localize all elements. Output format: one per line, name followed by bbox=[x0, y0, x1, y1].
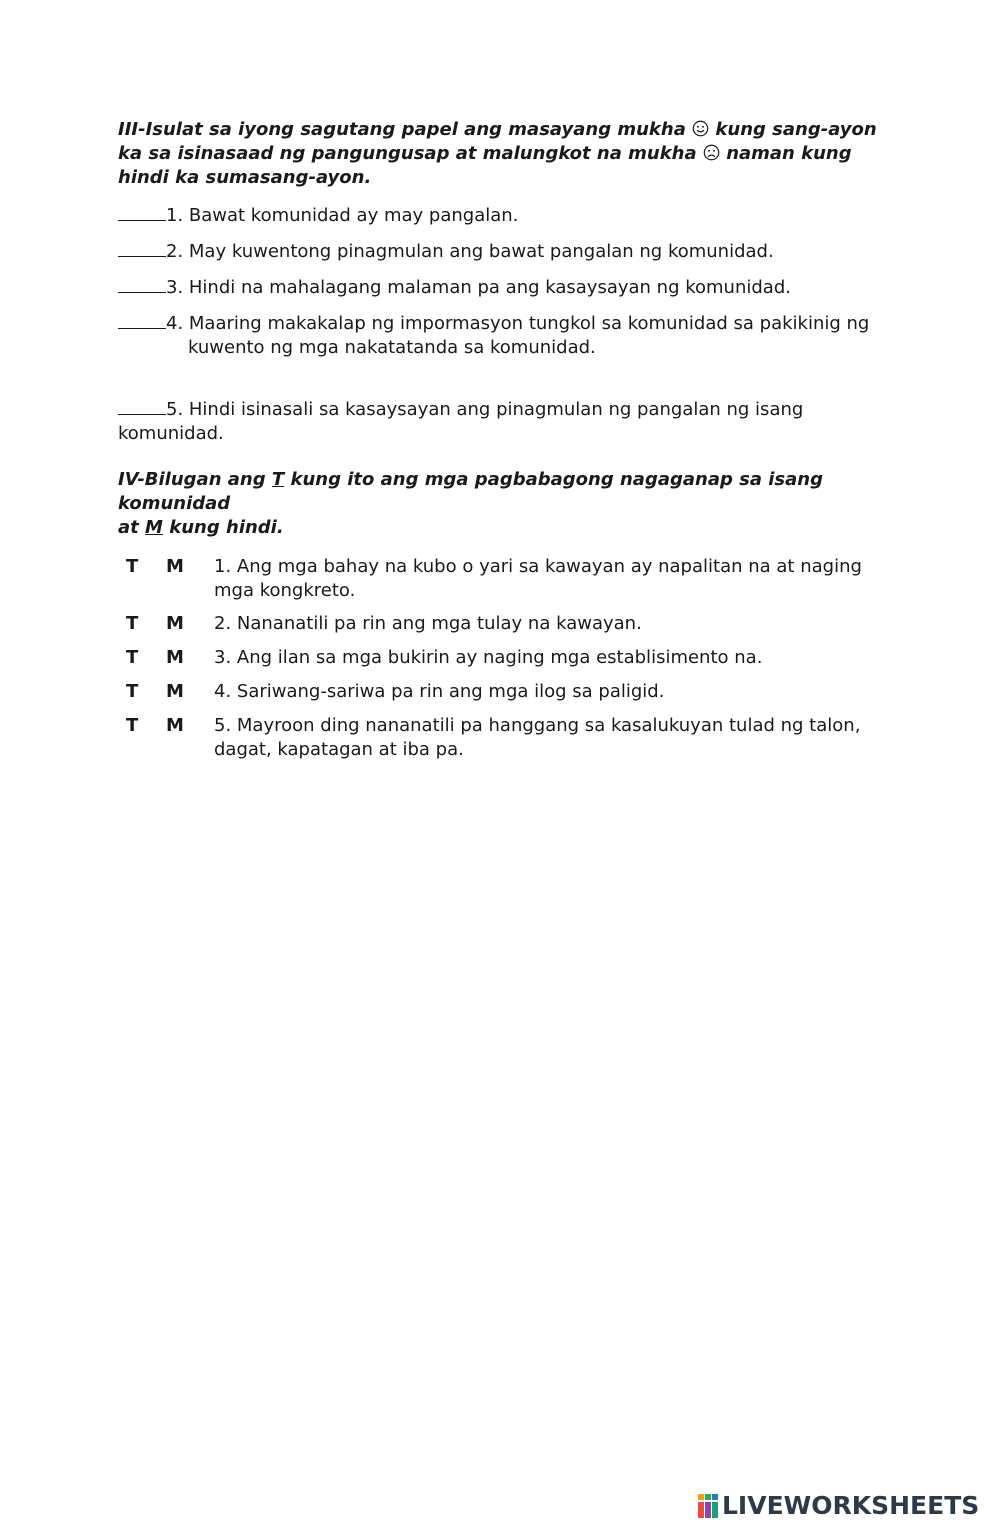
sad-face-icon bbox=[703, 144, 720, 161]
section-iv-items bbox=[118, 555, 888, 775]
table-row bbox=[126, 714, 886, 762]
section-iii-heading-text-2: kung sang-ayon ka sa isinasaad ng pangungusap at malungkot na mukha bbox=[118, 119, 877, 164]
heading-m-letter: M bbox=[145, 517, 163, 538]
item-continuation: kuwento ng mga nakatatanda sa komunidad. bbox=[188, 337, 596, 358]
option-t[interactable]: T bbox=[126, 556, 139, 577]
section-iii-heading-text-1: III-Isulat sa iyong sagutang papel ang masayang mukha bbox=[118, 119, 686, 140]
answer-blank[interactable] bbox=[118, 238, 166, 257]
answer-blank[interactable] bbox=[118, 310, 166, 329]
table-row bbox=[126, 680, 886, 704]
section-iv-heading-text-3: at bbox=[118, 517, 139, 538]
section-iv-heading-text-2: kung ito ang mga pagbabagong nagaganap sa isang komunidad bbox=[118, 469, 823, 514]
option-m[interactable]: M bbox=[166, 556, 184, 577]
section-iv bbox=[118, 468, 888, 540]
list-item bbox=[118, 202, 883, 228]
option-m[interactable]: M bbox=[166, 647, 184, 668]
list-item bbox=[118, 274, 883, 300]
item-text: 5. Hindi isinasali sa kasaysayan ang pinagmulan ng pangalan ng isang komunidad. bbox=[118, 399, 804, 444]
item-text: 4. Maaring makakalap ng impormasyon tungkol sa komunidad sa pakikinig ng bbox=[166, 313, 870, 334]
liveworksheets-logo bbox=[698, 1493, 979, 1519]
option-t[interactable]: T bbox=[126, 613, 139, 634]
section-iii bbox=[118, 118, 888, 190]
option-t[interactable]: T bbox=[126, 715, 139, 736]
item-text: 2. May kuwentong pinagmulan ang bawat pangalan ng komunidad. bbox=[166, 241, 774, 262]
section-iii-items bbox=[118, 202, 888, 452]
answer-blank[interactable] bbox=[118, 274, 166, 293]
item-text: 1. Bawat komunidad ay may pangalan. bbox=[166, 205, 519, 226]
section-iii-heading-text-3: naman kung hindi ka sumasang-ayon. bbox=[118, 143, 852, 188]
logo-text: LIVEWORKSHEETS bbox=[722, 1491, 980, 1520]
section-iii-heading bbox=[118, 118, 888, 190]
statement-text: 1. Ang mga bahay na kubo o yari sa kawayan ay napalitan na at naging mga kongkreto. bbox=[214, 556, 862, 601]
logo-blocks-icon bbox=[698, 1494, 720, 1518]
option-t[interactable]: T bbox=[126, 647, 139, 668]
section-iv-heading-text-1: IV-Bilugan ang bbox=[118, 469, 266, 490]
table-row bbox=[126, 555, 886, 603]
answer-blank[interactable] bbox=[118, 202, 166, 221]
answer-blank[interactable] bbox=[118, 396, 166, 415]
list-item bbox=[118, 396, 883, 446]
section-iv-heading-text-4: kung hindi. bbox=[169, 517, 284, 538]
table-row bbox=[126, 612, 886, 636]
heading-t-letter: T bbox=[271, 469, 285, 490]
statement-text: 2. Nananatili pa rin ang mga tulay na kawayan. bbox=[214, 613, 642, 634]
list-item bbox=[118, 238, 883, 264]
statement-text: 4. Sariwang-sariwa pa rin ang mga ilog sa paligid. bbox=[214, 681, 665, 702]
statement-text: 5. Mayroon ding nananatili pa hanggang sa kasalukuyan tulad ng talon, dagat, kapatagan at iba pa. bbox=[214, 715, 861, 760]
section-iv-heading bbox=[118, 468, 838, 540]
item-text: 3. Hindi na mahalagang malaman pa ang kasaysayan ng komunidad. bbox=[166, 277, 791, 298]
table-row bbox=[126, 646, 886, 670]
happy-face-icon bbox=[692, 120, 709, 137]
statement-text: 3. Ang ilan sa mga bukirin ay naging mga establisimento na. bbox=[214, 647, 763, 668]
option-t[interactable]: T bbox=[126, 681, 139, 702]
list-item bbox=[118, 310, 883, 360]
option-m[interactable]: M bbox=[166, 715, 184, 736]
option-m[interactable]: M bbox=[166, 681, 184, 702]
option-m[interactable]: M bbox=[166, 613, 184, 634]
